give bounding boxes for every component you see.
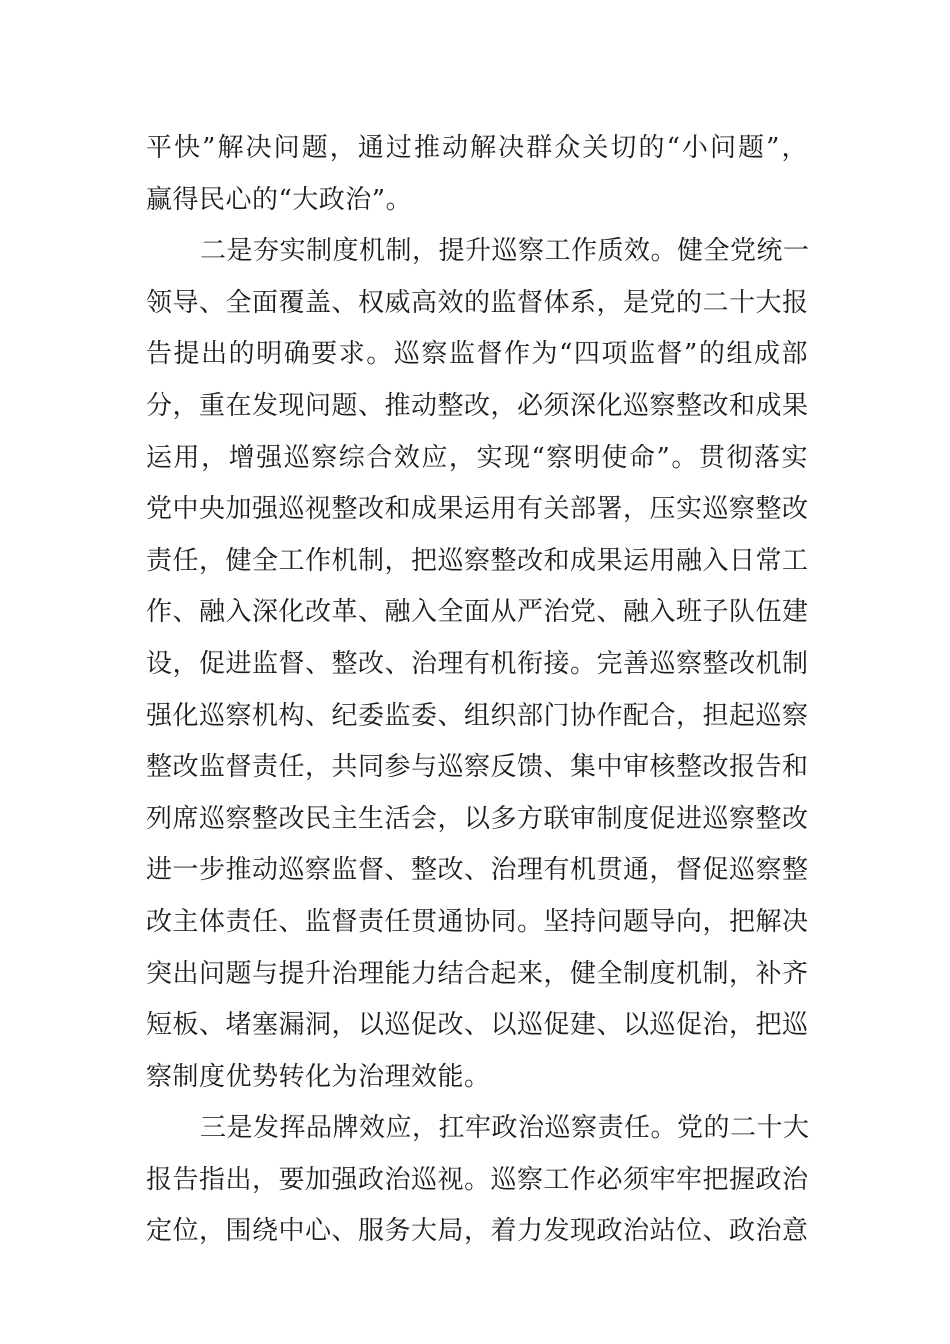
paragraph-2	[146, 226, 808, 1103]
text-line: 列席巡察整改民主生活会，以多方联审制度促进巡察整改	[146, 803, 809, 834]
text-line: 分，重在发现问题、推动整改，必须深化巡察整改和成果	[146, 390, 809, 421]
text-line: 整改监督责任，共同参与巡察反馈、集中审核整改报告和	[146, 752, 809, 783]
text-line: 突出问题与提升治理能力结合起来，健全制度机制，补齐	[146, 958, 809, 989]
text-line: 责任，健全工作机制，把巡察整改和成果运用融入日常工	[146, 545, 809, 576]
text-line: 强化巡察机构、纪委监委、组织部门协作配合，担起巡察	[146, 700, 809, 731]
text-line: 平快”解决问题，通过推动解决群众关切的“小问题”，	[146, 133, 808, 163]
text-line: 改主体责任、监督责任贯通协同。坚持问题导向，把解决	[146, 906, 809, 937]
text-line: 三是发挥品牌效应，扛牢政治巡察责任。党的二十大	[200, 1113, 810, 1144]
paragraph-1	[146, 123, 808, 226]
text-line: 领导、全面覆盖、权威高效的监督体系，是党的二十大报	[146, 287, 809, 318]
text-line: 党中央加强巡视整改和成果运用有关部署，压实巡察整改	[146, 494, 809, 525]
text-line: 报告指出，要加强政治巡视。巡察工作必须牢牢把握政治	[146, 1164, 809, 1195]
text-line: 察制度优势转化为治理效能。	[146, 1061, 491, 1092]
text-line: 短板、堵塞漏洞，以巡促改、以巡促建、以巡促治，把巡	[146, 1010, 809, 1041]
text-line: 运用，增强巡察综合效应，实现“察明使命”。贯彻落实	[146, 442, 808, 473]
paragraph-3	[146, 1103, 808, 1258]
text-line: 告提出的明确要求。巡察监督作为“四项监督”的组成部	[146, 339, 808, 370]
text-line: 作、融入深化改革、融入全面从严治党、融入班子队伍建	[146, 597, 809, 628]
text-line: 进一步推动巡察监督、整改、治理有机贯通，督促巡察整	[146, 855, 809, 886]
text-line: 设，促进监督、整改、治理有机衔接。完善巡察整改机制	[146, 648, 809, 679]
text-line: 定位，围绕中心、服务大局，着力发现政治站位、政治意	[146, 1216, 809, 1247]
text-line: 二是夯实制度机制，提升巡察工作质效。健全党统一	[200, 236, 810, 267]
text-line: 赢得民心的“大政治”。	[146, 184, 413, 215]
body-text	[146, 123, 808, 1258]
